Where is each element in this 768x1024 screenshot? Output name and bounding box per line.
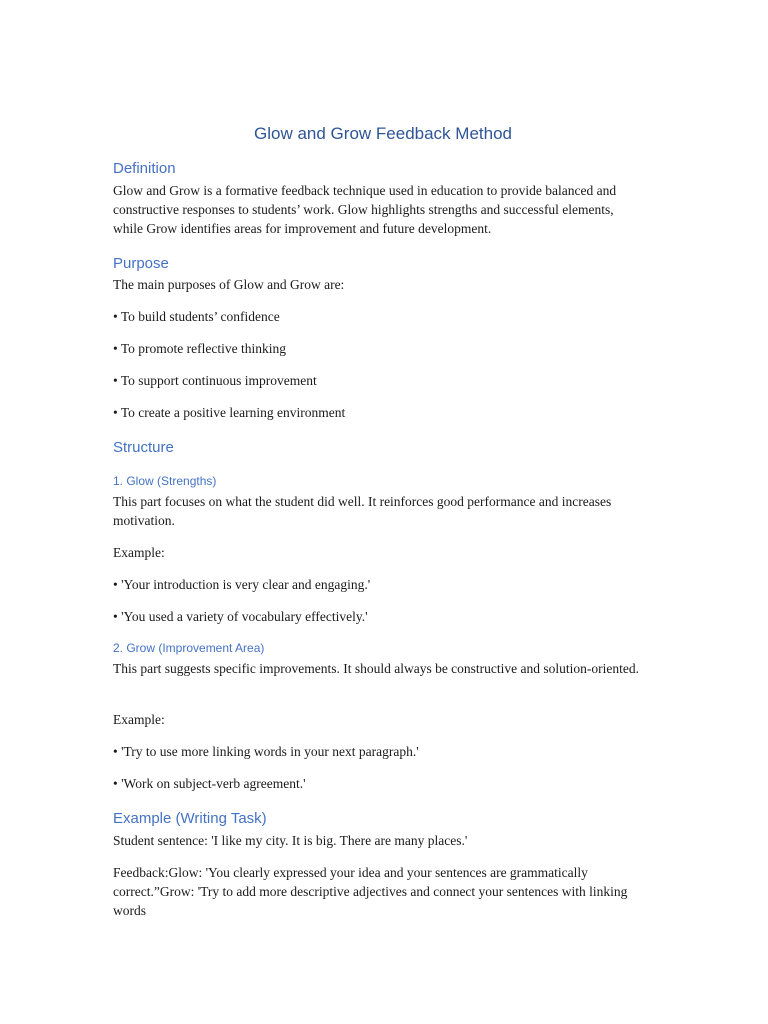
glow-example-item: • 'You used a variety of vocabulary effectively.' — [113, 609, 368, 624]
glow-subheading: 1. Glow (Strengths) — [113, 474, 217, 488]
glow-example-label: Example: — [113, 545, 165, 560]
document-title: Glow and Grow Feedback Method — [254, 124, 512, 143]
purpose-item: • To promote reflective thinking — [113, 341, 286, 356]
structure-heading: Structure — [113, 439, 174, 456]
purpose-item: • To support continuous improvement — [113, 373, 317, 388]
glow-body: This part focuses on what the student did well. It reinforces good performance and increases motivation. — [113, 494, 612, 528]
grow-body: This part suggests specific improvements. It should always be constructive and solution-oriented. — [113, 661, 640, 676]
grow-example-item: • 'Try to use more linking words in your next paragraph.' — [113, 744, 419, 759]
grow-subheading: 2. Grow (Improvement Area) — [113, 641, 265, 655]
definition-heading: Definition — [113, 160, 176, 177]
grow-example-item: • 'Work on subject-verb agreement.' — [113, 776, 306, 791]
feedback-text: Feedback:Glow: 'You clearly expressed your idea and your sentences are grammatically correct.”Grow: 'Try to add more descriptive adjectives and connect your sentences with linking words — [113, 865, 628, 918]
purpose-item: • To create a positive learning environment — [113, 405, 346, 420]
glow-example-item: • 'Your introduction is very clear and engaging.' — [113, 577, 371, 592]
grow-example-label: Example: — [113, 712, 165, 727]
purpose-heading: Purpose — [113, 255, 169, 272]
purpose-intro: The main purposes of Glow and Grow are: — [113, 277, 345, 292]
writing-example-heading: Example (Writing Task) — [113, 810, 267, 827]
definition-body: Glow and Grow is a formative feedback technique used in education to provide balanced and constructive responses to students’ work. Glow highlights strengths and successful elements, while Grow identifies areas for improvement and future development. — [113, 183, 617, 236]
purpose-item: • To build students’ confidence — [113, 309, 280, 324]
student-sentence: Student sentence: 'I like my city. It is big. There are many places.' — [113, 833, 468, 848]
